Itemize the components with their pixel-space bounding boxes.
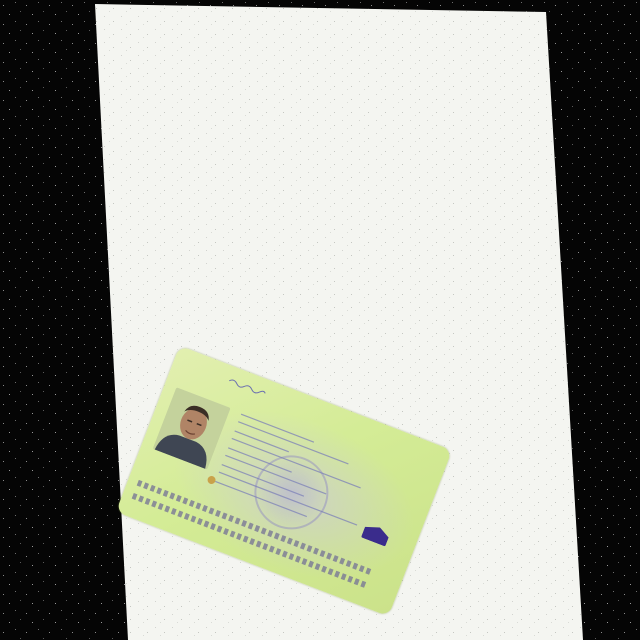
header-script-graphic	[227, 376, 267, 398]
portrait-image	[153, 387, 231, 469]
holder-photo	[153, 387, 231, 469]
card-header-text	[227, 376, 268, 400]
